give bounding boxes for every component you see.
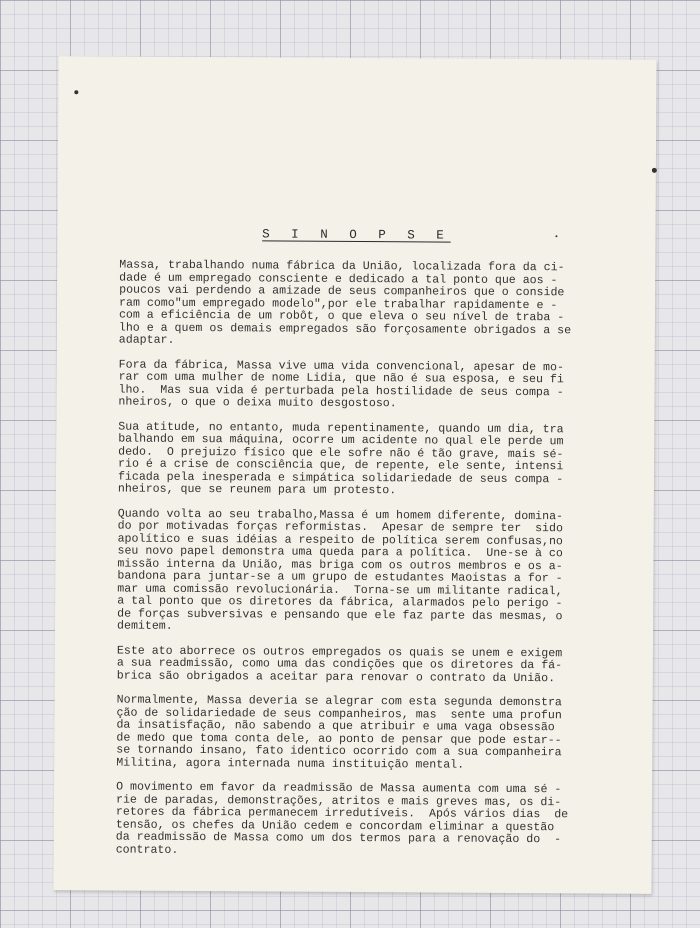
document-body: [116, 260, 590, 872]
text-line: ção de solidariedade de seus companheiros, mas sente uma profun: [116, 706, 562, 722]
text-line: rar com uma mulher de nome Lidia, que não é sua esposa, e seu fi: [118, 370, 564, 387]
text-line: da readmissão de Massa como um dos termos para a renovação do -: [115, 830, 562, 847]
text-line: do por motivadas forças reformistas. Apesar de sempre ter sido: [117, 519, 563, 536]
ink-speck: [74, 90, 78, 94]
text-line: demitem.: [117, 619, 173, 633]
text-line: Militina, agora internada numa instituição mental.: [116, 756, 465, 772]
paper-sheet: [53, 56, 656, 894]
text-line: balhando em sua máquina, ocorre um acidente no qual ele perde um: [118, 432, 564, 449]
text-line: Sua atitude, no entanto, muda repentinamente, quando um dia, tra: [118, 420, 564, 436]
text-line: a tal ponto que os diretores da fábrica, alarmados pelo perigo -: [117, 594, 563, 611]
text-line: ficada pela inesperada e simpática solidariedade de seus compa -: [117, 470, 564, 486]
text-line: dade é um empregado consciente e dedicado a tal ponto que aos -: [119, 271, 558, 287]
ink-speck: [652, 168, 657, 173]
text-line: tensão, os chefes da União cedem e concordam eliminar a questão: [115, 818, 555, 834]
text-line: contrato.: [115, 843, 179, 857]
text-line: se tornando insano, fato identico ocorrido com a sua companheira: [116, 743, 562, 760]
text-line: adaptar.: [118, 333, 175, 347]
text-line: retores da fábrica permanecem irredutíveis. Após vários dias de: [115, 805, 569, 822]
text-line: O movimento em favor da readmissão de Massa aumenta com uma sé -: [116, 780, 562, 797]
text-line: a sua readmissão, como uma das condições que os diretores da fá-: [116, 656, 563, 673]
text-line: lho e a quem os demais empregados são forçosamente obrigados a se: [118, 321, 572, 337]
text-line: Este ato aborrece os outros empregados os quais se unem e exigem: [116, 644, 563, 660]
paragraph: [118, 421, 588, 499]
text-line: bandona para juntar-se a um grupo de estudantes Maoistas a for -: [117, 569, 563, 586]
text-line: Normalmente, Massa deveria se alegrar com esta segunda demonstra: [116, 693, 562, 710]
paragraph: [117, 508, 588, 636]
text-line: nheiros, o que o deixa muito desgostoso.: [118, 395, 397, 411]
paragraph: [119, 260, 590, 350]
text-line: Quando volta ao seu trabalho,Massa é um homem diferente, domina-: [117, 507, 564, 523]
text-line: de forças subversivas e pensando que ele faz parte das mesmas, o: [117, 607, 563, 623]
text-line: rie de paradas, demonstrações, atritos e mais greves mas, os di-: [115, 793, 562, 809]
text-line: de medo que toma conta dele, ao ponto de pensar que pode estar--: [116, 731, 562, 747]
text-line: da insatisfação, não sabendo a que atribuir e uma vaga obsessão: [116, 718, 555, 735]
text-line: seu novo papel demonstra uma queda para a política. Une-se à co: [117, 544, 563, 561]
text-line: lho. Mas sua vida é perturbada pela hostilidade de seus compa -: [118, 383, 564, 399]
text-line: poucos vai perdendo a amizade de seus companheiros que o conside: [119, 283, 565, 300]
text-line: missão interna da União, mas briga com os outros membros e os a-: [117, 557, 563, 573]
paragraph: [116, 695, 586, 773]
paragraph: [116, 782, 586, 860]
text-line: rio é a crise de consciência que, de repente, ele sente, intensi: [118, 457, 564, 474]
paragraph: [118, 359, 588, 412]
text-line: nheiros, que se reunem para um protesto.: [117, 482, 397, 498]
text-line: Fora da fábrica, Massa vive uma vida convencional, apesar de mo-: [118, 358, 564, 374]
text-line: brica são obrigados a aceitar para renovar o contrato da União.: [116, 669, 556, 685]
text-line: com a eficiência de um robôt, o que eleva o seu nível de traba -: [118, 308, 565, 325]
text-line: Massa, trabalhando numa fábrica da União, localizada fora da ci-: [119, 258, 565, 275]
text-line: apolítico e suas idéias a respeito de política serem confusas,no: [117, 532, 563, 548]
document-title: S I N O P S E: [262, 227, 451, 243]
text-line: ram como"um empregado modelo",por ele trabalhar rapidamente e -: [119, 296, 558, 312]
text-line: dedo. O prejuizo físico que ele sofre não é tão grave, mais sé-: [118, 445, 564, 461]
text-line: mar uma comissão revolucionária. Torna-se um militante radical,: [117, 582, 563, 598]
paragraph: [117, 645, 587, 685]
